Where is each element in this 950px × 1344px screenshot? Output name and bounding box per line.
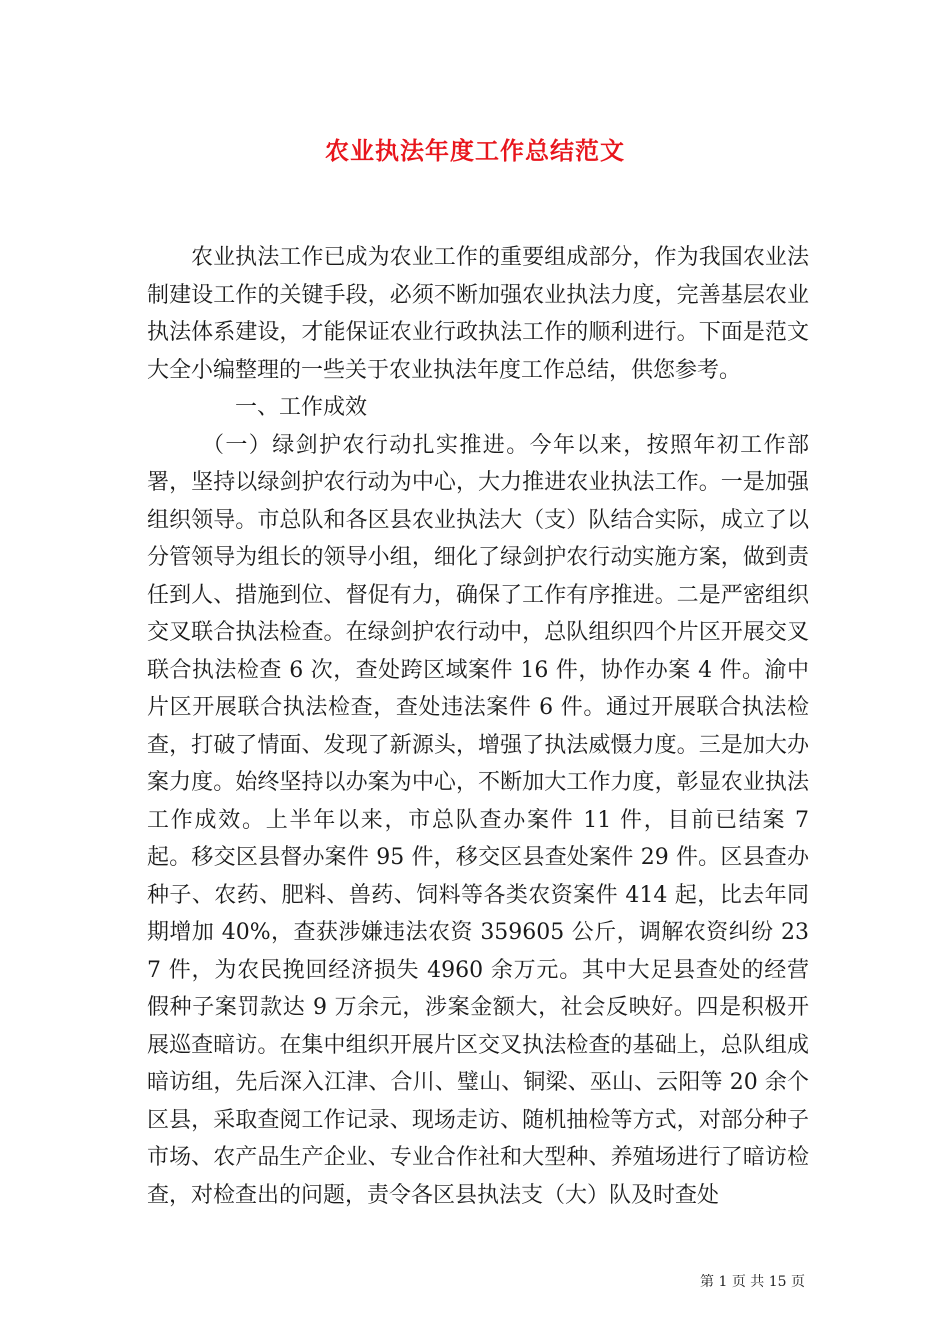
document-title: 农业执法年度工作总结范文: [325, 136, 625, 165]
document-body: [147, 239, 809, 1214]
intro-paragraph: 农业执法工作已成为农业工作的重要组成部分，作为我国农业法制建设工作的关键手段，必须不断加强农业执法力度，完善基层农业执法体系建设，才能保证农业行政执法工作的顺利进行。下面是范文大全小编整理的一些关于农业执法年度工作总结，供您参考。: [147, 245, 809, 383]
section-heading: 一、工作成效: [235, 395, 368, 420]
section-paragraph: （一）绿剑护农行动扎实推进。今年以来，按照年初工作部署，坚持以绿剑护农行动为中心，大力推进农业执法工作。一是加强组织领导。市总队和各区县农业执法大（支）队结合实际，成立了以分管领导为组长的领导小组，细化了绿剑护农行动实施方案，做到责任到人、措施到位、督促有力，确保了工作有序推进。二是严密组织交叉联合执法检查。在绿剑护农行动中，总队组织四个片区开展交叉联合执法检查 6 次，查处跨区域案件 16 件，协作办案 4 件。渝中片区开展联合执法检查，查处违法案件 6 件。通过开展联合执法检查，打破了情面、发现了新源头，增强了执法威慑力度。三是加大办案力度。始终坚持以办案为中心，不断加大工作力度，彰显农业执法工作成效。上半年以来，市总队查办案件 11 件，目前已结案 7 起。移交区县督办案件 95 件，移交区县查处案件 29 件。区县查办种子、农药、肥料、兽药、饲料等各类农资案件 414 起，比去年同期增加 40%，查获涉嫌违法农资 359605 公斤，调解农资纠纷 237 件，为农民挽回经济损失 4960 余万元。其中大足县查处的经营假种子案罚款达 9 万余元，涉案金额大，社会反映好。四是积极开展巡查暗访。在集中组织开展片区交叉执法检查的基础上，总队组成暗访组，先后深入江津、合川、璧山、铜梁、巫山、云阳等 20 余个区县，采取查阅工作记录、现场走访、随机抽检等方式，对部分种子市场、农产品生产企业、专业合作社和大型种、养殖场进行了暗访检查，对检查出的问题，责令各区县执法支（大）队及时查处: [147, 432, 809, 1208]
page-number-footer: 第 1 页 共 15 页: [700, 1274, 805, 1290]
